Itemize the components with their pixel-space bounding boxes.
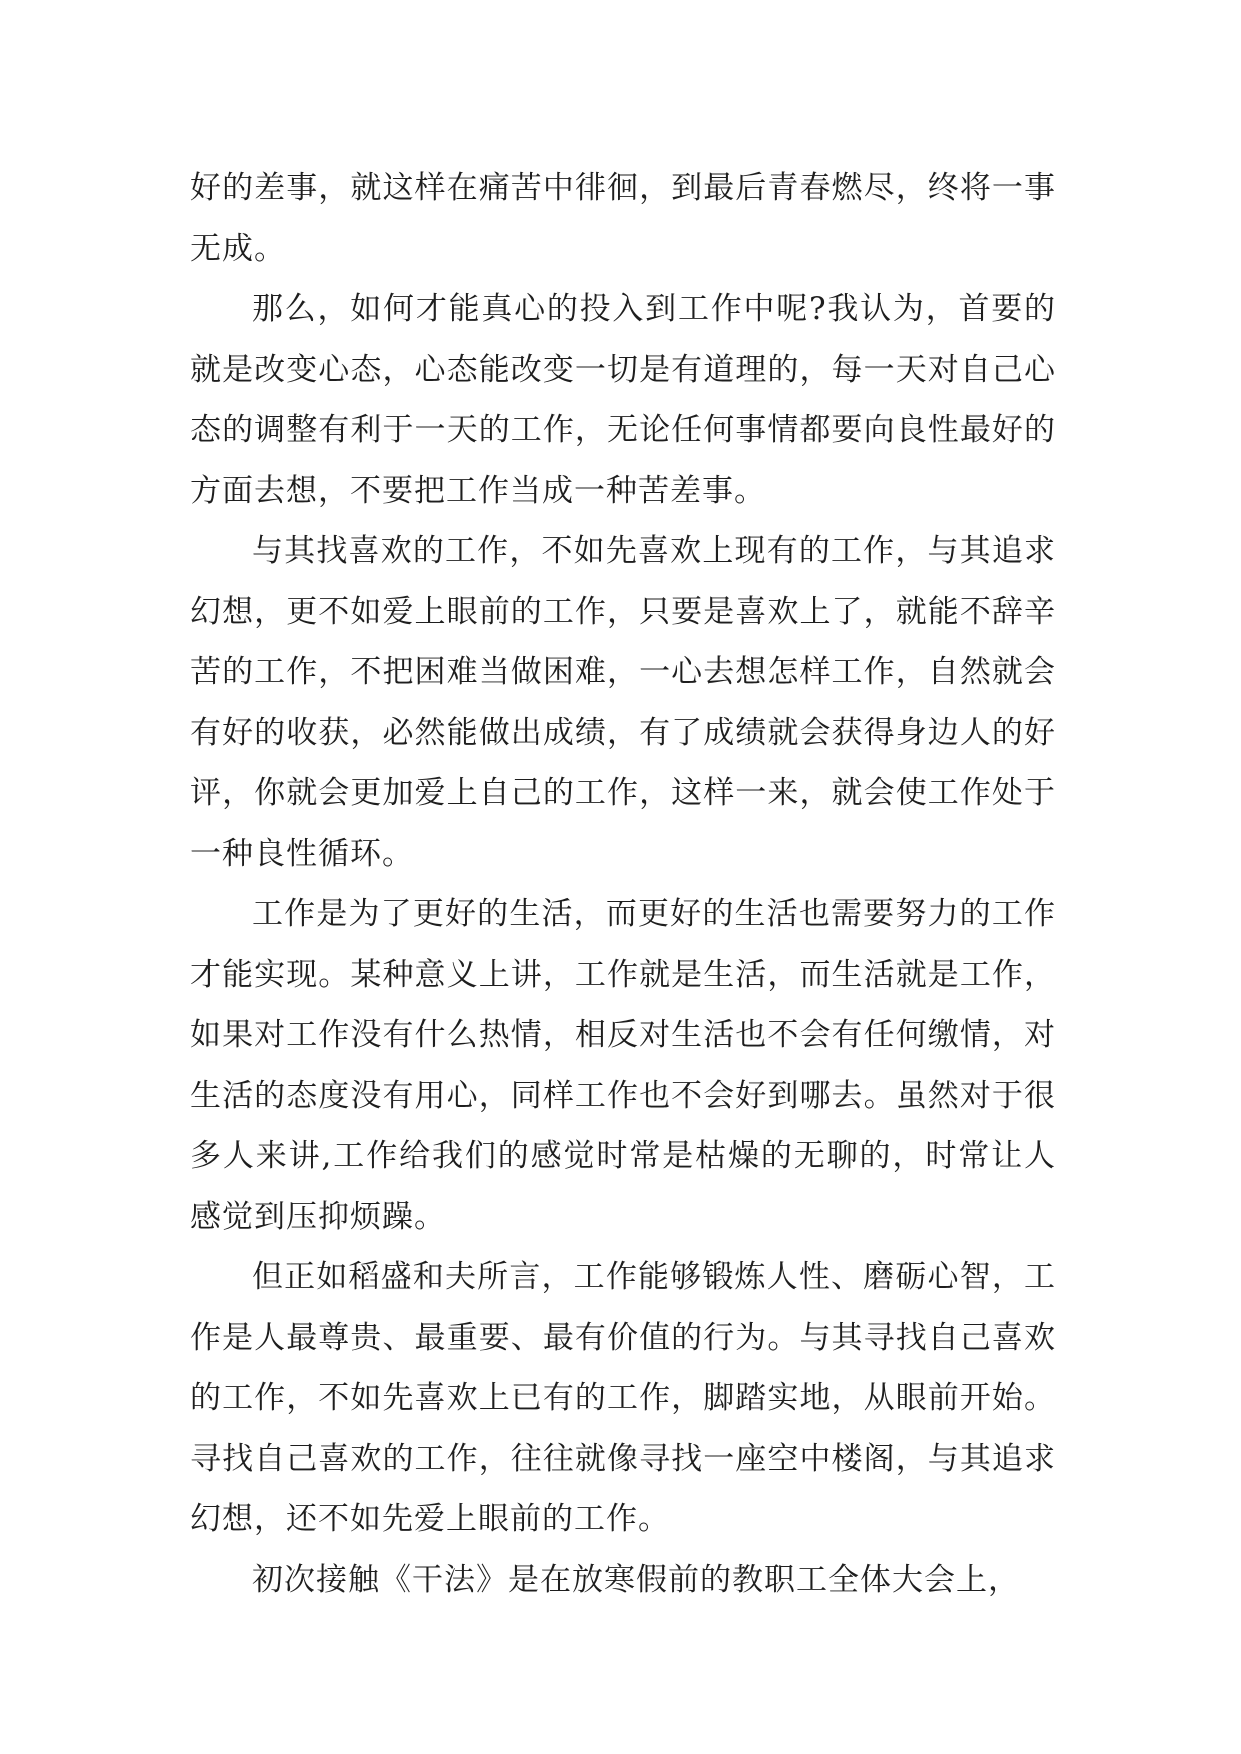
paragraph-6: 初次接触《干法》是在放寒假前的教职工全体大会上， (252, 1561, 1020, 1598)
paragraph-1: 好的差事，就这样在痛苦中徘徊，到最后青春燃尽，终将一事无成。 (190, 170, 1056, 267)
paragraph-4: 工作是为了更好的生活，而更好的生活也需要努力的工作才能实现。某种意义上讲，工作就是生活，而生活就是工作，如果对工作没有什么热情，相反对生活也不会有任何缴情，对生活的态度没有用心，同样工作也不会好到哪去。虽然对于很多人来讲,工作给我们的感觉时常是枯燥的无聊的，时常让人感觉到压抑烦躁。 (190, 896, 1056, 1235)
paragraph-3: 与其找喜欢的工作，不如先喜欢上现有的工作，与其追求幻想，更不如爱上眼前的工作，只要是喜欢上了，就能不辞辛苦的工作，不把困难当做困难，一心去想怎样工作，自然就会有好的收获，必然能做出成绩，有了成绩就会获得身边人的好评，你就会更加爱上自己的工作，这样一来，就会使工作处于一种良性循环。 (190, 533, 1056, 872)
paragraph-5: 但正如稻盛和夫所言，工作能够锻炼人性、磨砺心智，工作是人最尊贵、最重要、最有价值的行为。与其寻找自己喜欢的工作，不如先喜欢上已有的工作，脚踏实地，从眼前开始。寻找自己喜欢的工作，往往就像寻找一座空中楼阁，与其追求幻想，还不如先爱上眼前的工作。 (190, 1259, 1056, 1537)
document-page (190, 158, 1056, 1610)
paragraph-2: 那么，如何才能真心的投入到工作中呢?我认为，首要的就是改变心态，心态能改变一切是有道理的，每一天对自己心态的调整有利于一天的工作，无论任何事情都要向良性最好的方面去想，不要把工作当成一种苦差事。 (190, 291, 1056, 509)
